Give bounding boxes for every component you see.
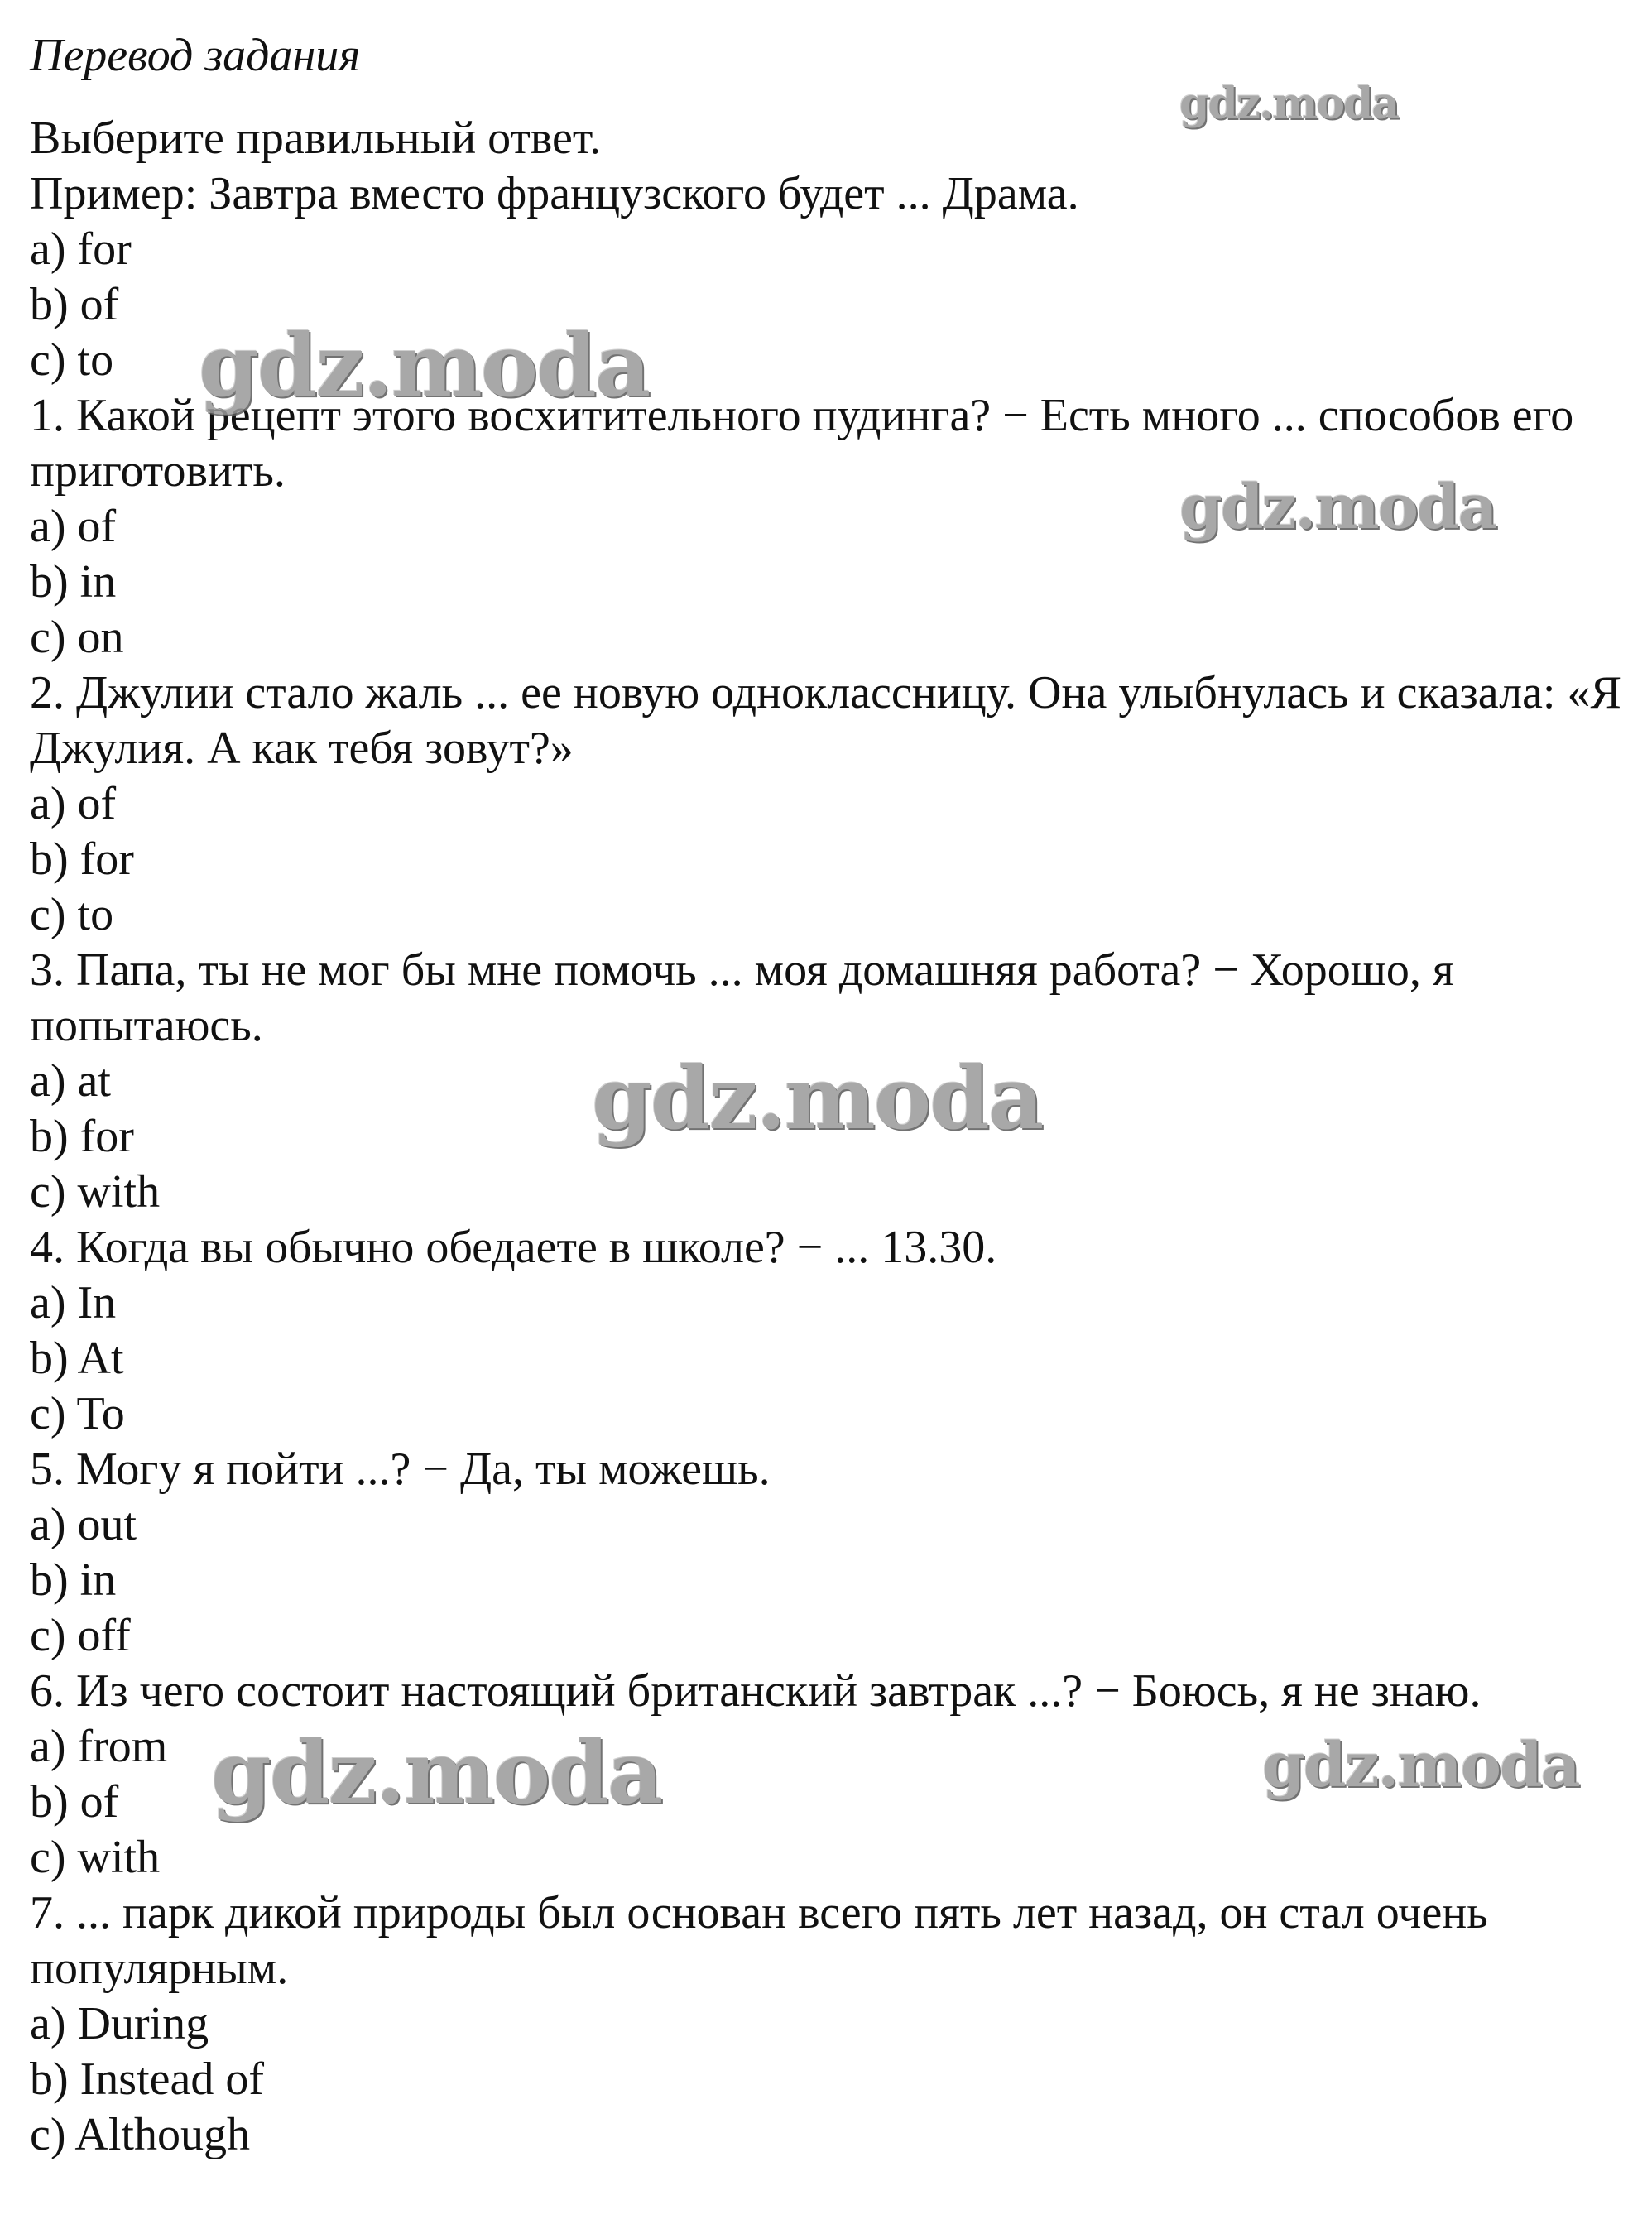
option-b: b) for xyxy=(30,1111,134,1162)
option-a: a) of xyxy=(30,778,117,829)
option-b: b) of xyxy=(30,1776,119,1828)
option-c: c) on xyxy=(30,612,124,663)
option-a: a) of xyxy=(30,501,117,552)
instruction: Выберите правильный ответ. xyxy=(30,113,602,164)
option-a: a) In xyxy=(30,1277,117,1328)
question-4 xyxy=(30,1220,1635,1442)
option-a: a) out xyxy=(30,1499,137,1550)
watermark-logo: gdz.moda xyxy=(592,1047,1043,1149)
option-b: b) Instead of xyxy=(30,2054,265,2105)
question-5 xyxy=(30,1442,1635,1664)
option-c: c) To xyxy=(30,1388,125,1439)
option-c: c) with xyxy=(30,1166,161,1218)
example-text: Пример: Завтра вместо французского будет ... Драма. xyxy=(30,168,1079,219)
watermark-logo: gdz.moda xyxy=(1179,472,1496,543)
question-text: 2. Джулии стало жаль ... ее новую одноклассницу. Она улыбнулась и сказала: «Я Джулия. А как тебя зовут?» xyxy=(30,667,1621,774)
option-a: a) from xyxy=(30,1721,168,1772)
option-b: b) in xyxy=(30,556,117,608)
page-heading: Перевод задания xyxy=(30,30,361,81)
example-option-c: c) to xyxy=(30,334,114,386)
example-option-b: b) of xyxy=(30,279,119,330)
option-b: b) in xyxy=(30,1554,117,1606)
question-text: 3. Папа, ты не мог бы мне помочь ... моя домашняя работа? − Хорошо, я попытаюсь. xyxy=(30,944,1454,1051)
option-c: c) off xyxy=(30,1610,131,1661)
option-b: b) At xyxy=(30,1333,124,1384)
question-1 xyxy=(30,388,1635,665)
question-text: 7. ... парк дикой природы был основан всего пять лет назад, он стал очень популярным. xyxy=(30,1887,1488,1994)
watermark-logo: gdz.moda xyxy=(211,1722,662,1823)
question-3 xyxy=(30,943,1635,1220)
question-text: 6. Из чего состоит настоящий британский завтрак ...? − Боюсь, я не знаю. xyxy=(30,1665,1482,1717)
question-text: 1. Какой рецепт этого восхитительного пудинга? − Есть много ... способов его приготовить. xyxy=(30,390,1574,497)
watermark-logo: gdz.moda xyxy=(1262,1730,1579,1801)
question-6 xyxy=(30,1664,1635,1886)
question-7 xyxy=(30,1886,1635,2163)
question-text: 5. Могу я пойти ...? − Да, ты можешь. xyxy=(30,1444,771,1495)
translation-page xyxy=(30,18,1635,2163)
watermark-logo: gdz.moda xyxy=(1179,79,1399,129)
option-a: a) During xyxy=(30,1998,209,2049)
example-option-a: a) for xyxy=(30,223,132,275)
option-b: b) for xyxy=(30,833,134,885)
option-c: c) to xyxy=(30,889,114,940)
question-text: 4. Когда вы обычно обедаете в школе? − ... 13.30. xyxy=(30,1222,997,1273)
option-a: a) at xyxy=(30,1055,111,1107)
question-2 xyxy=(30,665,1635,943)
example-block xyxy=(30,166,1635,388)
option-c: c) Although xyxy=(30,2109,250,2160)
option-c: c) with xyxy=(30,1832,161,1883)
watermark-logo: gdz.moda xyxy=(199,315,650,416)
